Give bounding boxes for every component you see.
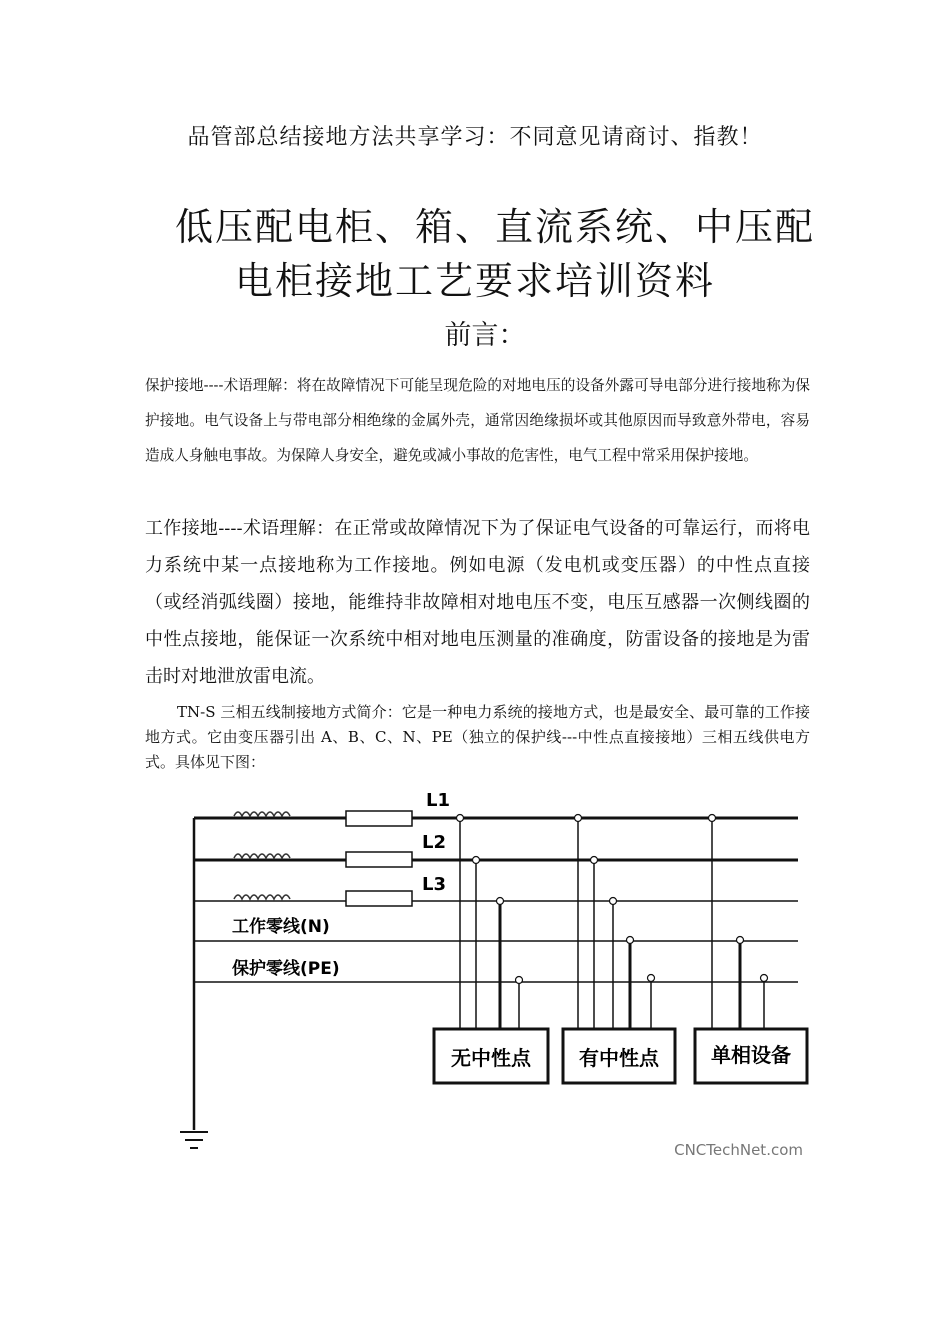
ground-icon [180, 1132, 208, 1148]
label-l2: L2 [422, 832, 446, 853]
group2-drops [578, 818, 651, 1030]
preface-heading: 前言： [444, 320, 526, 351]
phase-lines [194, 818, 798, 982]
box-single-phase-label: 单相设备 [711, 1043, 791, 1067]
label-neutral: 工作零线(N) [232, 917, 330, 937]
group1-junction-dots [457, 815, 523, 984]
box-with-neutral-label: 有中性点 [579, 1046, 659, 1070]
paragraph-working-grounding: 工作接地----术语理解：在正常或故障情况下为了保证电气设备的可靠运行，而将电力系统中某一点接地称为工作接地。例如电源（发电机或变压器）的中性点直接（或经消弧线圈）接地，能维持非故障相对地电压不变，电压互感器一次侧线圈的中性点接地，能保证一次系统中相对地电压测量的准确度，防雷设备的接地是为雷击时对地泄放雷电流。 [145, 518, 810, 687]
fuse-icons [346, 811, 412, 906]
inductor-coil-icons [234, 812, 290, 899]
label-l3: L3 [422, 874, 446, 895]
tns-diagram-svg [170, 780, 820, 1170]
label-pe: 保护零线(PE) [232, 959, 340, 979]
label-l1: L1 [426, 790, 450, 811]
paragraph-tns-intro [145, 700, 810, 775]
group3-drops [712, 818, 764, 1030]
box-no-neutral-label: 无中性点 [451, 1046, 531, 1070]
document-title-line2: 电柜接地工艺要求培训资料 [234, 259, 715, 303]
tns-wiring-diagram [170, 780, 820, 1170]
group3-junction-dots [709, 815, 768, 982]
document-title-line1: 低压配电柜、箱、直流系统、中压配 [174, 205, 815, 249]
header-note: 品管部总结接地方法共享学习：不同意见请商讨、指教！ [187, 125, 763, 150]
group2-junction-dots [575, 815, 655, 982]
group1-drops [460, 818, 519, 1030]
paragraph-protective-grounding: 保护接地----术语理解：将在故障情况下可能呈现危险的对地电压的设备外露可导电部分进行接地称为保护接地。电气设备上与带电部分相绝缘的金属外壳，通常因绝缘损坏或其他原因而导致意外带电，容易造成人身触电事故。为保障人身安全，避免或减小事故的危害性，电气工程中常采用保护接地。 [145, 377, 810, 464]
tns-intro-text: TN-S 三相五线制接地方式简介：它是一种电力系统的接地方式，也是最安全、最可靠的工作接地方式。它由变压器引出 A、B、C、N、PE（独立的保护线---中性点直接接地）三相五线供电方式。具体见下图： [145, 703, 810, 771]
watermark-text: CNCTechNet.com [674, 1141, 803, 1159]
